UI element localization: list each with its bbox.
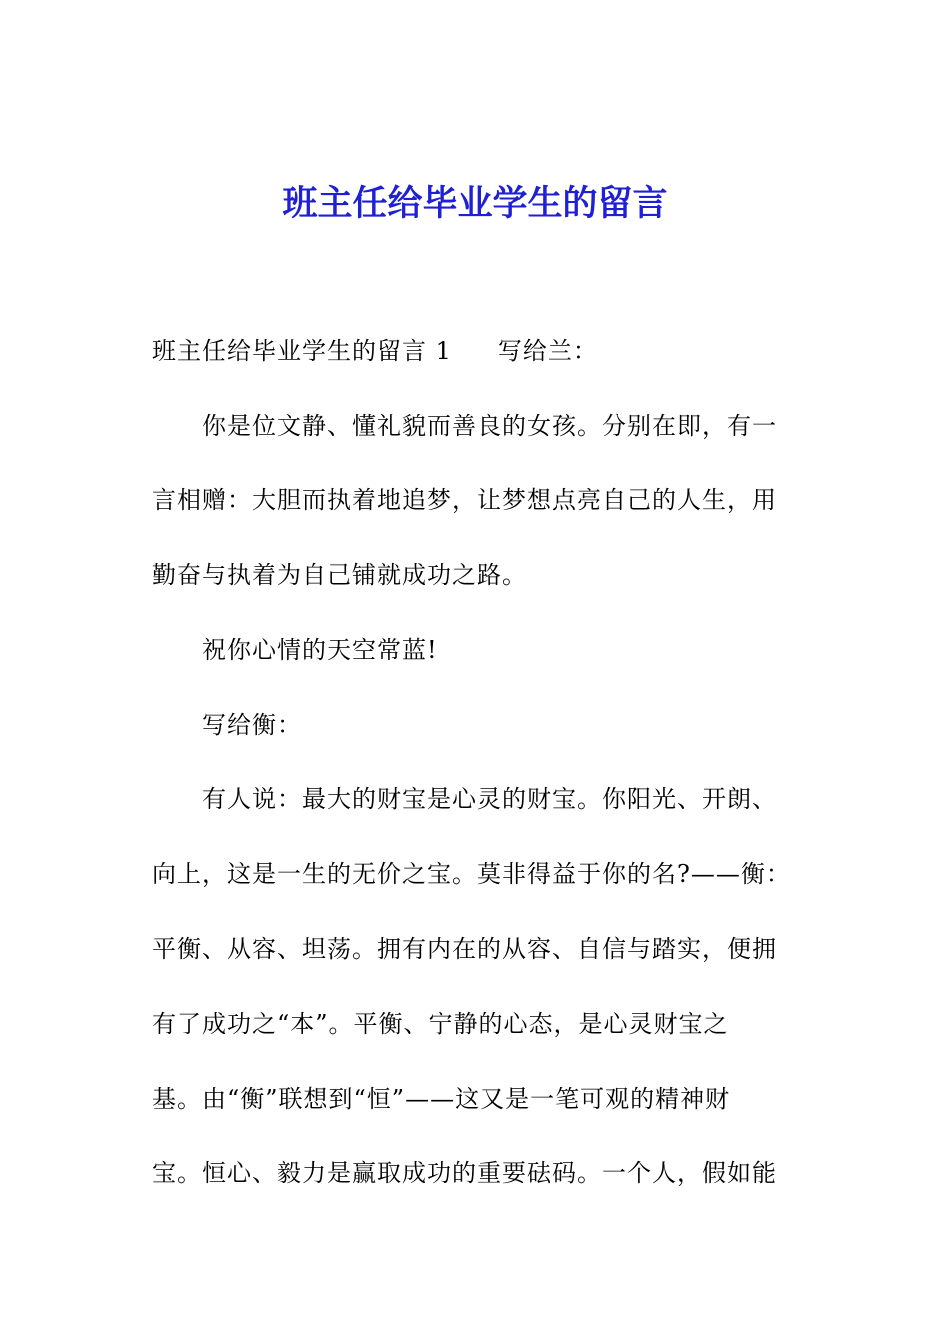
heading-text: 班主任给毕业学生的留言 1 — [152, 337, 452, 365]
paragraph-line: 勤奋与执着为自己铺就成功之路。 — [152, 561, 527, 589]
paragraph-line: 言相赠：大胆而执着地追梦，让梦想点亮自己的人生，用 — [152, 486, 777, 514]
paragraph-line: 有了成功之“本”。平衡、宁静的心态，是心灵财宝之 — [152, 1010, 729, 1038]
paragraph-line: 你是位文静、懂礼貌而善良的女孩。分别在即，有一 — [202, 412, 777, 440]
heading-addressee: 写给兰： — [497, 337, 598, 365]
paragraph-line: 宝。恒心、毅力是赢取成功的重要砝码。一个人，假如能 — [152, 1159, 777, 1187]
paragraph-line: 祝你心情的天空常蓝! — [202, 636, 438, 664]
paragraph-line: 平衡、从容、坦荡。拥有内在的从容、自信与踏实，便拥 — [152, 935, 777, 963]
document-title: 班主任给毕业学生的留言 — [282, 184, 668, 224]
paragraph-line: 基。由“衡”联想到“恒”——这又是一笔可观的精神财 — [152, 1085, 731, 1113]
paragraph-line: 有人说：最大的财宝是心灵的财宝。你阳光、开朗、 — [202, 785, 777, 813]
paragraph-line: 向上，这是一生的无价之宝。莫非得益于你的名?——衡： — [152, 860, 791, 888]
paragraph-line: 写给衡： — [202, 711, 302, 739]
heading-line — [152, 331, 792, 371]
